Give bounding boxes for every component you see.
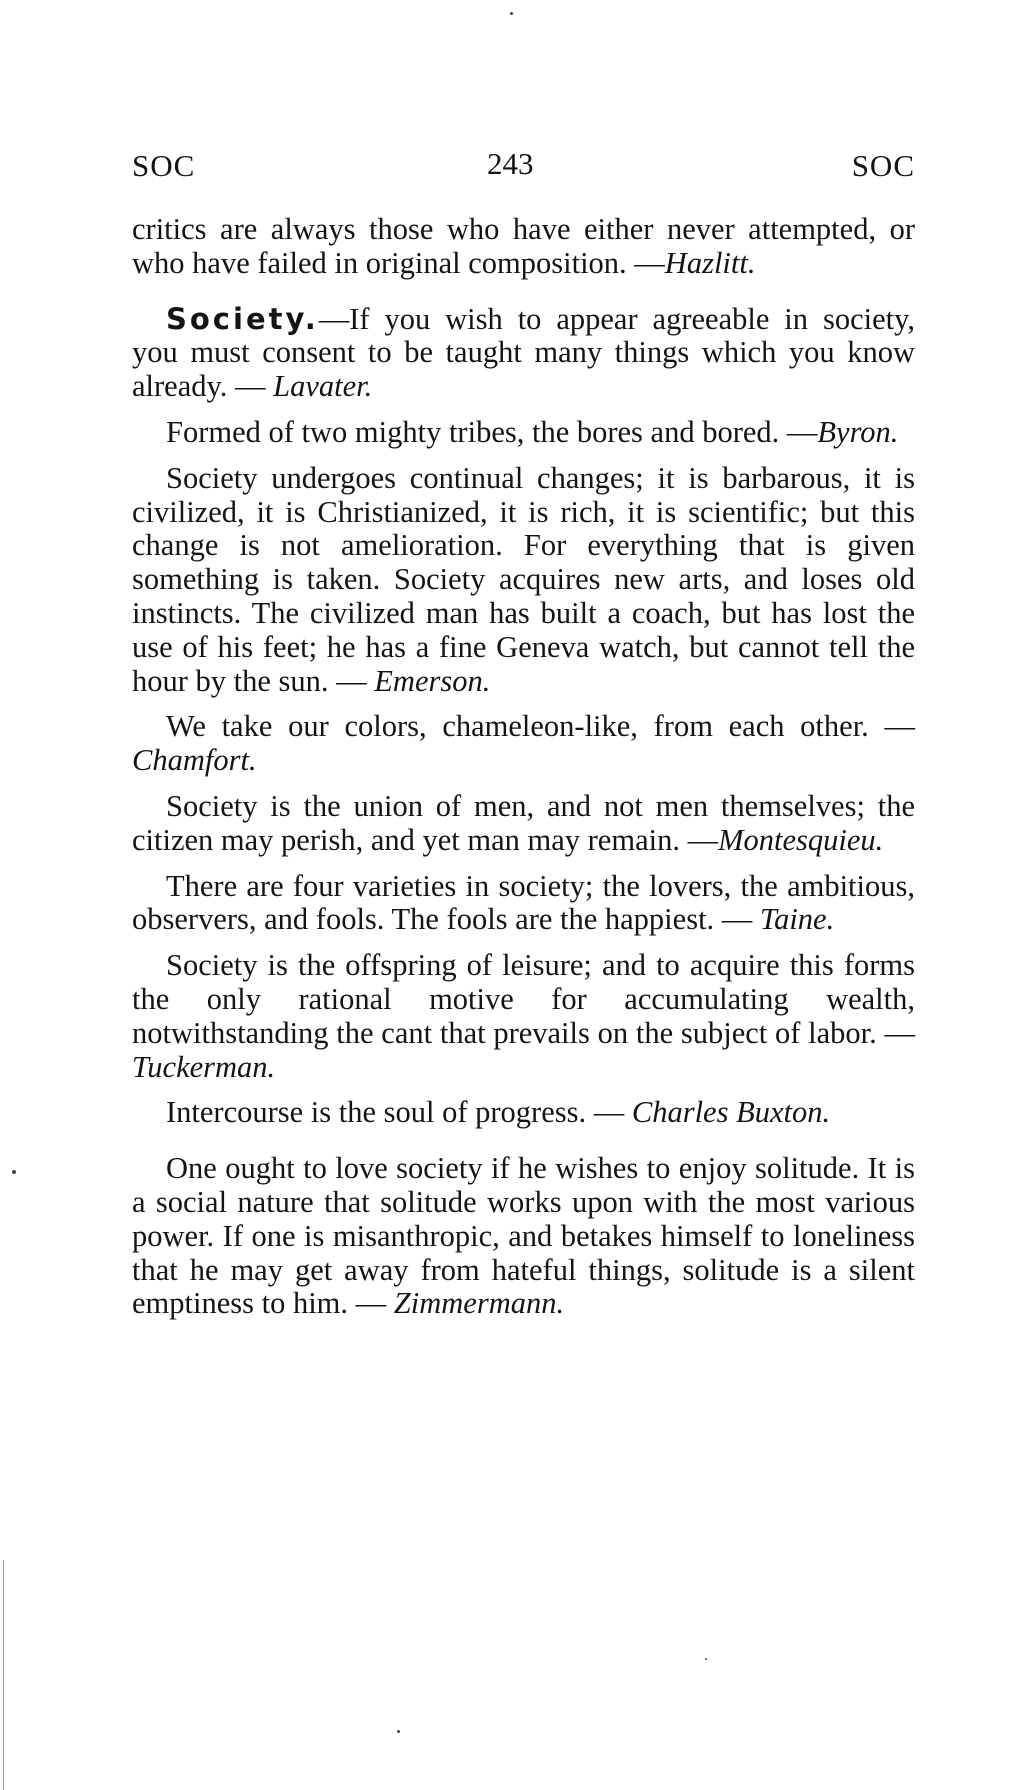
print-speck xyxy=(12,1170,16,1174)
print-speck xyxy=(510,12,513,15)
quote-text: critics are always those who have either never attempted, or who have failed in original composition. — xyxy=(132,212,915,280)
quote-text: —If you wish to appear agreeable in society, you must consent to be taught many things which you know already. — xyxy=(132,301,915,404)
scan-margin-line xyxy=(3,1560,4,1790)
quote-attribution: Zimmermann. xyxy=(393,1286,565,1321)
quote-paragraph xyxy=(132,416,915,450)
quote-paragraph xyxy=(132,462,915,699)
quote-attribution: Chamfort. xyxy=(132,743,257,778)
quote-text: Formed of two mighty tribes, the bores and bored. — xyxy=(166,414,818,449)
quote-attribution: Emerson. xyxy=(374,663,491,698)
quote-text: Society is the union of men, and not men themselves; the citizen may perish, and yet man may remain. — xyxy=(132,788,915,857)
quote-attribution: Tuckerman. xyxy=(132,1049,276,1084)
quote-text: Society is the offspring of leisure; and to acquire this forms the only rational motive for accumulating wealth, notwithstanding the cant that prevails on the subject of labor. — xyxy=(132,948,915,1050)
running-header xyxy=(132,148,915,198)
quote-attribution: Hazlitt. xyxy=(664,245,756,280)
entry-headword: Society. xyxy=(166,301,319,336)
quote-attribution: Byron. xyxy=(817,414,899,449)
quote-paragraph xyxy=(132,790,915,858)
quote-paragraph xyxy=(132,710,915,778)
quote-text: There are four varieties in society; the lovers, the ambitious, observers, and fools. The fools are the happiest. — xyxy=(132,868,915,937)
print-speck xyxy=(397,1730,400,1733)
print-speck xyxy=(705,1658,707,1660)
quote-text: One ought to love society if he wishes to enjoy solitude. It is a social nature that solitude works upon with the most various power. If one is misanthropic, and betakes himself to loneliness that he may get away from hateful things, solitude is a silent emptiness to him. — xyxy=(132,1151,915,1321)
quote-attribution: Taine. xyxy=(759,902,835,937)
quote-attribution: Lavater. xyxy=(273,369,373,404)
quote-paragraph xyxy=(132,213,915,281)
quote-paragraph xyxy=(132,949,915,1084)
quote-text: Society undergoes continual changes; it is barbarous, it is civilized, it is Christianized, it is rich, it is scientific; but this change is not amelioration. For everything that is given something is taken. Society acquires new arts, and loses old instincts. The civilized man has built a coach, but has lost the use of his feet; he has a fine Geneva watch, but cannot tell the hour by the sun. — xyxy=(132,460,915,698)
quote-text: Intercourse is the soul of progress. — xyxy=(166,1095,632,1130)
quote-attribution: Charles Buxton. xyxy=(631,1095,831,1130)
entry-paragraph xyxy=(132,303,915,404)
quote-text: We take our colors, chameleon-like, from each other. — xyxy=(166,709,915,744)
quote-paragraph xyxy=(132,1096,915,1130)
quote-attribution: Montesquieu. xyxy=(718,822,884,857)
header-left-guide-word: SOC xyxy=(132,148,196,183)
page-number: 243 xyxy=(487,146,534,181)
quote-paragraph xyxy=(132,1152,915,1321)
quote-paragraph xyxy=(132,870,915,938)
page-body xyxy=(132,213,915,1333)
header-right-guide-word: SOC xyxy=(851,148,915,183)
